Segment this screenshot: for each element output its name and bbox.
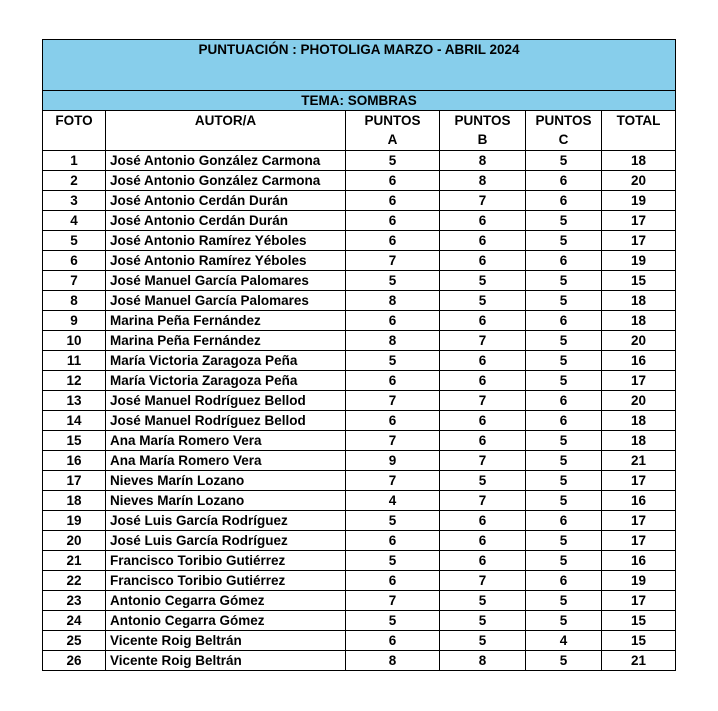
cell-puntos-a: 7 (346, 471, 440, 491)
cell-foto: 12 (43, 371, 106, 391)
cell-puntos-b: 5 (440, 471, 526, 491)
cell-puntos-b: 6 (440, 231, 526, 251)
cell-puntos-b: 7 (440, 571, 526, 591)
cell-total: 15 (602, 611, 676, 631)
cell-puntos-a: 6 (346, 411, 440, 431)
cell-puntos-c: 5 (526, 651, 602, 671)
cell-puntos-c: 5 (526, 431, 602, 451)
cell-autor: José Manuel Rodríguez Bellod (106, 391, 346, 411)
cell-foto: 24 (43, 611, 106, 631)
cell-puntos-b: 8 (440, 151, 526, 171)
table-row (43, 271, 676, 291)
cell-total: 21 (602, 451, 676, 471)
cell-puntos-a: 5 (346, 271, 440, 291)
score-table (42, 39, 676, 671)
table-row (43, 451, 676, 471)
cell-foto: 16 (43, 451, 106, 471)
cell-puntos-b: 6 (440, 531, 526, 551)
cell-foto: 15 (43, 431, 106, 451)
cell-puntos-c: 5 (526, 151, 602, 171)
cell-puntos-b: 6 (440, 211, 526, 231)
cell-total: 16 (602, 351, 676, 371)
cell-total: 19 (602, 571, 676, 591)
cell-autor: Francisco Toribio Gutiérrez (106, 551, 346, 571)
cell-autor: Marina Peña Fernández (106, 311, 346, 331)
cell-autor: José Luis García Rodríguez (106, 511, 346, 531)
header-autor: AUTOR/A (106, 111, 346, 151)
cell-puntos-a: 6 (346, 231, 440, 251)
cell-puntos-c: 5 (526, 231, 602, 251)
table-row (43, 571, 676, 591)
cell-puntos-c: 6 (526, 411, 602, 431)
cell-total: 17 (602, 591, 676, 611)
cell-puntos-c: 5 (526, 271, 602, 291)
cell-puntos-b: 6 (440, 431, 526, 451)
cell-autor: José Antonio González Carmona (106, 151, 346, 171)
cell-puntos-c: 6 (526, 311, 602, 331)
table-row (43, 171, 676, 191)
cell-puntos-c: 6 (526, 191, 602, 211)
header-puntos-c-line2: C (558, 132, 569, 147)
table-row (43, 611, 676, 631)
table-row (43, 651, 676, 671)
cell-puntos-b: 5 (440, 631, 526, 651)
cell-autor: Antonio Cegarra Gómez (106, 591, 346, 611)
cell-autor: Ana María Romero Vera (106, 431, 346, 451)
column-header-row (43, 111, 676, 151)
cell-autor: José Antonio Cerdán Durán (106, 211, 346, 231)
table-row (43, 291, 676, 311)
cell-puntos-c: 5 (526, 211, 602, 231)
cell-puntos-c: 5 (526, 591, 602, 611)
table-row (43, 231, 676, 251)
cell-autor: Nieves Marín Lozano (106, 471, 346, 491)
table-row (43, 631, 676, 651)
cell-total: 20 (602, 391, 676, 411)
cell-puntos-c: 5 (526, 351, 602, 371)
header-puntos-a-line2: A (387, 132, 398, 147)
cell-foto: 22 (43, 571, 106, 591)
header-puntos-c (526, 111, 602, 151)
cell-foto: 4 (43, 211, 106, 231)
cell-foto: 17 (43, 471, 106, 491)
table-row (43, 351, 676, 371)
cell-puntos-c: 5 (526, 611, 602, 631)
cell-puntos-c: 6 (526, 511, 602, 531)
cell-puntos-c: 5 (526, 371, 602, 391)
header-puntos-b-line1: PUNTOS (454, 113, 511, 128)
cell-autor: María Victoria Zaragoza Peña (106, 351, 346, 371)
cell-foto: 10 (43, 331, 106, 351)
cell-puntos-c: 5 (526, 491, 602, 511)
table-row (43, 591, 676, 611)
table-row (43, 471, 676, 491)
cell-total: 18 (602, 291, 676, 311)
cell-autor: Vicente Roig Beltrán (106, 631, 346, 651)
cell-puntos-b: 6 (440, 311, 526, 331)
cell-puntos-c: 5 (526, 291, 602, 311)
cell-puntos-a: 8 (346, 651, 440, 671)
table-row (43, 531, 676, 551)
cell-puntos-a: 9 (346, 451, 440, 471)
cell-puntos-b: 6 (440, 371, 526, 391)
cell-foto: 25 (43, 631, 106, 651)
cell-puntos-b: 7 (440, 451, 526, 471)
cell-total: 15 (602, 271, 676, 291)
cell-total: 17 (602, 471, 676, 491)
cell-puntos-c: 5 (526, 471, 602, 491)
cell-puntos-b: 5 (440, 611, 526, 631)
cell-puntos-b: 8 (440, 651, 526, 671)
cell-total: 18 (602, 311, 676, 331)
cell-total: 17 (602, 371, 676, 391)
cell-autor: José Antonio Cerdán Durán (106, 191, 346, 211)
cell-foto: 21 (43, 551, 106, 571)
cell-autor: Ana María Romero Vera (106, 451, 346, 471)
theme-row (43, 91, 676, 111)
cell-foto: 18 (43, 491, 106, 511)
cell-foto: 26 (43, 651, 106, 671)
cell-autor: José Manuel García Palomares (106, 271, 346, 291)
cell-foto: 13 (43, 391, 106, 411)
cell-puntos-c: 5 (526, 531, 602, 551)
cell-foto: 2 (43, 171, 106, 191)
cell-puntos-a: 5 (346, 351, 440, 371)
cell-total: 20 (602, 331, 676, 351)
cell-autor: José Manuel García Palomares (106, 291, 346, 311)
cell-autor: Francisco Toribio Gutiérrez (106, 571, 346, 591)
table-row (43, 431, 676, 451)
cell-puntos-b: 6 (440, 411, 526, 431)
cell-autor: María Victoria Zaragoza Peña (106, 371, 346, 391)
cell-puntos-a: 6 (346, 631, 440, 651)
cell-autor: José Antonio Ramírez Yéboles (106, 251, 346, 271)
cell-puntos-a: 5 (346, 551, 440, 571)
cell-puntos-b: 5 (440, 271, 526, 291)
table-row (43, 151, 676, 171)
cell-foto: 14 (43, 411, 106, 431)
cell-puntos-a: 7 (346, 431, 440, 451)
table-row (43, 491, 676, 511)
cell-puntos-b: 7 (440, 491, 526, 511)
header-foto: FOTO (43, 111, 106, 151)
cell-puntos-c: 6 (526, 391, 602, 411)
cell-total: 17 (602, 211, 676, 231)
table-row (43, 391, 676, 411)
cell-total: 18 (602, 151, 676, 171)
cell-puntos-b: 8 (440, 171, 526, 191)
cell-autor: Vicente Roig Beltrán (106, 651, 346, 671)
cell-puntos-b: 6 (440, 551, 526, 571)
cell-foto: 7 (43, 271, 106, 291)
cell-puntos-b: 6 (440, 511, 526, 531)
cell-puntos-a: 6 (346, 191, 440, 211)
cell-autor: José Antonio González Carmona (106, 171, 346, 191)
table-row (43, 331, 676, 351)
cell-autor: José Manuel Rodríguez Bellod (106, 411, 346, 431)
cell-total: 17 (602, 531, 676, 551)
cell-foto: 23 (43, 591, 106, 611)
cell-total: 17 (602, 231, 676, 251)
cell-foto: 11 (43, 351, 106, 371)
cell-puntos-a: 5 (346, 611, 440, 631)
theme-label: TEMA: SOMBRAS (43, 91, 676, 111)
cell-puntos-a: 6 (346, 371, 440, 391)
cell-foto: 8 (43, 291, 106, 311)
header-puntos-b (440, 111, 526, 151)
table-row (43, 251, 676, 271)
cell-total: 21 (602, 651, 676, 671)
cell-puntos-b: 5 (440, 291, 526, 311)
cell-puntos-c: 5 (526, 451, 602, 471)
cell-puntos-c: 5 (526, 331, 602, 351)
cell-total: 15 (602, 631, 676, 651)
cell-puntos-c: 4 (526, 631, 602, 651)
header-puntos-c-line1: PUNTOS (535, 113, 592, 128)
cell-puntos-a: 6 (346, 531, 440, 551)
cell-autor: José Luis García Rodríguez (106, 531, 346, 551)
cell-total: 18 (602, 431, 676, 451)
page-title: PUNTUACIÓN : PHOTOLIGA MARZO - ABRIL 2024 (43, 40, 676, 91)
cell-puntos-a: 5 (346, 151, 440, 171)
cell-foto: 5 (43, 231, 106, 251)
cell-puntos-b: 6 (440, 351, 526, 371)
title-row (43, 40, 676, 91)
cell-foto: 1 (43, 151, 106, 171)
cell-puntos-c: 6 (526, 171, 602, 191)
cell-puntos-b: 5 (440, 591, 526, 611)
cell-total: 17 (602, 511, 676, 531)
cell-puntos-c: 6 (526, 571, 602, 591)
cell-puntos-b: 7 (440, 191, 526, 211)
cell-autor: José Antonio Ramírez Yéboles (106, 231, 346, 251)
cell-puntos-a: 8 (346, 331, 440, 351)
cell-foto: 3 (43, 191, 106, 211)
cell-total: 20 (602, 171, 676, 191)
table-row (43, 411, 676, 431)
cell-puntos-b: 6 (440, 251, 526, 271)
cell-puntos-a: 6 (346, 571, 440, 591)
cell-total: 19 (602, 191, 676, 211)
cell-autor: Nieves Marín Lozano (106, 491, 346, 511)
header-puntos-a-line1: PUNTOS (364, 113, 421, 128)
table-row (43, 551, 676, 571)
cell-total: 19 (602, 251, 676, 271)
cell-puntos-a: 7 (346, 391, 440, 411)
cell-autor: Marina Peña Fernández (106, 331, 346, 351)
cell-total: 16 (602, 491, 676, 511)
cell-puntos-a: 8 (346, 291, 440, 311)
cell-foto: 19 (43, 511, 106, 531)
table-row (43, 191, 676, 211)
table-row (43, 371, 676, 391)
cell-puntos-a: 6 (346, 211, 440, 231)
cell-foto: 9 (43, 311, 106, 331)
cell-puntos-a: 4 (346, 491, 440, 511)
table-row (43, 311, 676, 331)
cell-puntos-a: 7 (346, 591, 440, 611)
cell-puntos-c: 5 (526, 551, 602, 571)
cell-puntos-a: 6 (346, 171, 440, 191)
cell-puntos-b: 7 (440, 331, 526, 351)
header-puntos-a (346, 111, 440, 151)
cell-foto: 20 (43, 531, 106, 551)
cell-puntos-c: 6 (526, 251, 602, 271)
table-row (43, 211, 676, 231)
cell-puntos-a: 7 (346, 251, 440, 271)
cell-puntos-a: 6 (346, 311, 440, 331)
table-row (43, 511, 676, 531)
cell-total: 18 (602, 411, 676, 431)
cell-autor: Antonio Cegarra Gómez (106, 611, 346, 631)
header-total: TOTAL (602, 111, 676, 151)
cell-puntos-b: 7 (440, 391, 526, 411)
cell-total: 16 (602, 551, 676, 571)
cell-foto: 6 (43, 251, 106, 271)
header-puntos-b-line2: B (477, 132, 488, 147)
cell-puntos-a: 5 (346, 511, 440, 531)
